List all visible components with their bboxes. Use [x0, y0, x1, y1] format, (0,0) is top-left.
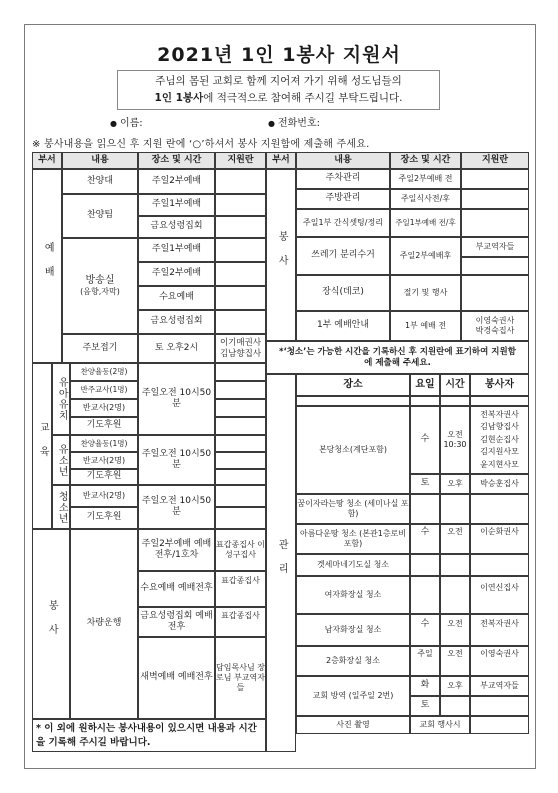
usher-volunteers: 이영숙권사 박경숙집사 [461, 311, 529, 341]
dept-manage: 관리 [266, 374, 296, 752]
clean-main-hall: 본당청소(계단포함) [296, 406, 410, 494]
header-place-time: 장소 및 시간 [138, 152, 215, 169]
dept-service: 봉사 [32, 529, 70, 719]
phone-field[interactable]: ● 전화번호: [268, 118, 320, 129]
youth-row-1: 반교사(2명) [70, 485, 138, 507]
intro-box [117, 70, 440, 110]
edu-youth: 청소년 [52, 485, 70, 529]
name-field[interactable]: ● 이름: [110, 118, 143, 129]
main-time-2: 오후 [440, 474, 470, 494]
apply-cell[interactable] [410, 554, 440, 576]
apply-cell[interactable] [440, 576, 470, 614]
worship-choir-time: 주일2부예배 [138, 169, 215, 194]
decor-time: 절기 및 행사 [390, 275, 461, 311]
apply-cell[interactable] [410, 576, 440, 614]
instruction-note: ※ 봉사내용을 읽으신 후 지원 란에 ‘○’하셔서 봉사 지원함에 제출해 주세요. [32, 139, 370, 150]
clean-areum: 아름다운땅 청소 (본관1층로비 포함) [296, 524, 410, 554]
praise-time-2: 금요성령집회 [138, 216, 215, 238]
dept-education: 교육 [32, 363, 52, 529]
apply-cell[interactable] [215, 363, 266, 381]
infant-row-2: 반주교사(1명) [70, 381, 138, 399]
photo-volunteer: 교회 행사시 [410, 716, 470, 734]
clean-men-restroom: 남자화장실 청소 [296, 614, 410, 646]
apply-cell[interactable] [215, 485, 266, 507]
bullet-icon: ● [268, 119, 275, 128]
main-day-2: 토 [410, 474, 440, 494]
page-title: 2021년 1인 1봉사 지원서 [157, 44, 401, 66]
service-usher: 1부 예배안내 [296, 311, 390, 341]
spacer-cell [470, 396, 529, 406]
clean-women-restroom: 여자화장실 청소 [296, 576, 410, 614]
photography: 사진 촬영 [296, 716, 410, 734]
header-place-time-right: 장소 및 시간 [390, 152, 461, 169]
service-trash: 쓰레기 분리수거 [296, 237, 390, 275]
aroom-time: 오전 [440, 524, 470, 554]
apply-cell[interactable] [215, 507, 266, 529]
bulletin-time: 토 오후2시 [138, 334, 215, 363]
apply-cell[interactable] [461, 275, 529, 311]
dis-day-1: 화 [410, 676, 440, 696]
header-apply: 지원란 [215, 152, 266, 169]
apply-cell[interactable] [470, 494, 529, 524]
vehicle-slot-2-volunteers: 표갑종집사 [215, 571, 266, 607]
vehicle-slot-1-time: 주일2부예배 예배전후/1호차 [138, 529, 215, 571]
youth-time: 주일오전 10시50분 [138, 485, 215, 529]
spacer-cell [410, 396, 440, 406]
apply-cell[interactable] [215, 262, 266, 286]
vehicle-slot-3-volunteers: 표갑종집사 [215, 607, 266, 637]
apply-cell[interactable] [215, 399, 266, 417]
apply-cell[interactable] [461, 189, 529, 209]
bullet-icon: ● [110, 119, 117, 128]
apply-cell[interactable] [440, 554, 470, 576]
header-day: 요일 [410, 374, 440, 396]
cleaning-note: *‘청소’는 가능한 시간을 기록하신 후 지원란에 표기하여 지원함에 제출해 주세요. [266, 341, 529, 374]
apply-cell[interactable] [215, 452, 266, 469]
praise-time-1: 주일1부예배 [138, 194, 215, 216]
apply-cell[interactable] [461, 169, 529, 189]
dis-day-2: 토 [410, 696, 440, 716]
infant-row-4: 기도후원 [70, 417, 138, 435]
apply-cell[interactable] [215, 381, 266, 399]
header-volunteer: 봉사자 [470, 374, 529, 396]
header-content: 내용 [62, 152, 138, 169]
infant-row-3: 반교사(2명) [70, 399, 138, 417]
worship-choir: 찬양대 [62, 169, 138, 194]
apply-cell[interactable] [470, 696, 529, 716]
service-parking: 주차관리 [296, 169, 390, 189]
infant-row-1: 찬양율동(2명) [70, 363, 138, 381]
apply-cell[interactable] [215, 169, 266, 194]
vehicle-slot-2-time: 수요예배 예배전후 [138, 571, 215, 607]
apply-cell[interactable] [215, 216, 266, 238]
youth-row-2: 기도후원 [70, 507, 138, 529]
aroom-day: 수 [410, 524, 440, 554]
edu-kids: 유소년 [52, 435, 70, 485]
vehicle-slot-4-volunteers: 담임목사님 장로님 부교역자들 [215, 637, 266, 719]
bc-time-1: 주일1부예배 [138, 238, 215, 262]
bc-time-4: 금요성령집회 [138, 310, 215, 334]
apply-cell[interactable] [461, 209, 529, 237]
apply-cell[interactable] [470, 716, 529, 734]
trash-volunteers: 부교역자들 [461, 237, 529, 257]
dept-service-right: 봉사 [266, 169, 296, 341]
apply-cell[interactable] [440, 696, 470, 716]
worship-broadcast: 방송실 (음향,자막) [62, 238, 138, 334]
spacer-cell [440, 396, 470, 406]
apply-cell[interactable] [440, 494, 470, 524]
bc-time-2: 주일2부예배 [138, 262, 215, 286]
aroom-volunteer: 이순화권사 [470, 524, 529, 554]
kids-row-3: 기도후원 [70, 469, 138, 485]
vehicle-slot-4-time: 새벽예배 예배전후 [138, 637, 215, 719]
snack-time: 주일1부예배 전/후 [390, 209, 461, 237]
bulletin-volunteers: 이기매권사 김남향집사 [215, 334, 266, 363]
header-content-right: 내용 [296, 152, 390, 169]
dis-volunteer-1: 부교역자들 [470, 676, 529, 696]
header-time: 시간 [440, 374, 470, 396]
parking-time: 주일2부예배 전 [390, 169, 461, 189]
men-day: 수 [410, 614, 440, 646]
clean-dream: 꿈이자라는땅 청소 (세미나실 포함) [296, 494, 410, 524]
men-volunteer: 전복자권사 [470, 614, 529, 646]
apply-cell[interactable] [215, 310, 266, 334]
worship-praise-team: 찬양팀 [62, 194, 138, 238]
service-kitchen: 주방관리 [296, 189, 390, 209]
trash-time: 주일2부예배후 [390, 237, 461, 275]
apply-cell[interactable] [470, 554, 529, 576]
church-disinfection: 교회 방역 (일주일 2번) [296, 676, 410, 716]
apply-cell[interactable] [215, 238, 266, 262]
header-dept-right: 부서 [266, 152, 296, 169]
dept-worship: 예배 [32, 169, 62, 363]
women-volunteer: 이연신집사 [470, 576, 529, 614]
apply-cell[interactable] [215, 435, 266, 452]
header-dept: 부서 [32, 152, 62, 169]
bc-time-3: 수요예배 [138, 286, 215, 310]
clean-floor2-restroom: 2층화장실 청소 [296, 646, 410, 676]
kids-row-2: 반교사(2명) [70, 452, 138, 469]
service-decor: 장식(데코) [296, 275, 390, 311]
vehicle-slot-1-volunteers: 표갑종집사 이성구집사 [215, 529, 266, 571]
apply-cell[interactable] [215, 286, 266, 310]
floor2-day: 주일 [410, 646, 440, 676]
usher-time: 1부 예배 전 [390, 311, 461, 341]
apply-cell[interactable] [461, 257, 529, 275]
intro-line2: 1인 1봉사에 적극적으로 참여해 주시길 부탁드립니다. [154, 92, 403, 104]
vehicle-slot-3-time: 금요성령집회 예배전후 [138, 607, 215, 637]
service-vehicle: 차량운행 [70, 529, 138, 719]
men-time: 오전 [440, 614, 470, 646]
apply-cell[interactable] [410, 494, 440, 524]
apply-cell[interactable] [215, 417, 266, 435]
header-place: 장소 [296, 374, 410, 396]
kids-time: 주일오전 10시50분 [138, 435, 215, 485]
intro-line1: 주님의 몸된 교회로 함께 지어져 가기 위해 성도님들의 [155, 75, 402, 87]
spacer-cell [296, 396, 410, 406]
apply-cell[interactable] [215, 194, 266, 216]
worship-bulletin: 주보접기 [62, 334, 138, 363]
main-day-1: 수 [410, 406, 440, 474]
floor2-volunteer: 이영숙권사 [470, 646, 529, 676]
clean-gethsemane: 겟세마네기도실 청소 [296, 554, 410, 576]
kitchen-time: 주일식사전/후 [390, 189, 461, 209]
kids-row-1: 찬양율동(1명) [70, 435, 138, 452]
dis-time-1: 오후 [440, 676, 470, 696]
floor2-time: 오전 [440, 646, 470, 676]
main-volunteer-2: 박승훈집사 [470, 474, 529, 494]
edu-infant: 유아유치 [52, 363, 70, 435]
application-table [32, 152, 529, 752]
main-volunteers: 전복자권사 김남향집사 김현순집사 김지원사모 윤지현사모 [470, 406, 529, 474]
footer-note: * 이 외에 원하시는 봉사내용이 있으시면 내용과 시간을 기록해 주시길 바랍니다. [32, 719, 266, 752]
service-snack: 주일1부 간식셋팅/정리 [296, 209, 390, 237]
main-time-1: 오전 10:30 [440, 406, 470, 474]
apply-cell[interactable] [215, 469, 266, 485]
infant-time: 주일오전 10시50분 [138, 363, 215, 435]
header-apply-right: 지원란 [461, 152, 529, 169]
